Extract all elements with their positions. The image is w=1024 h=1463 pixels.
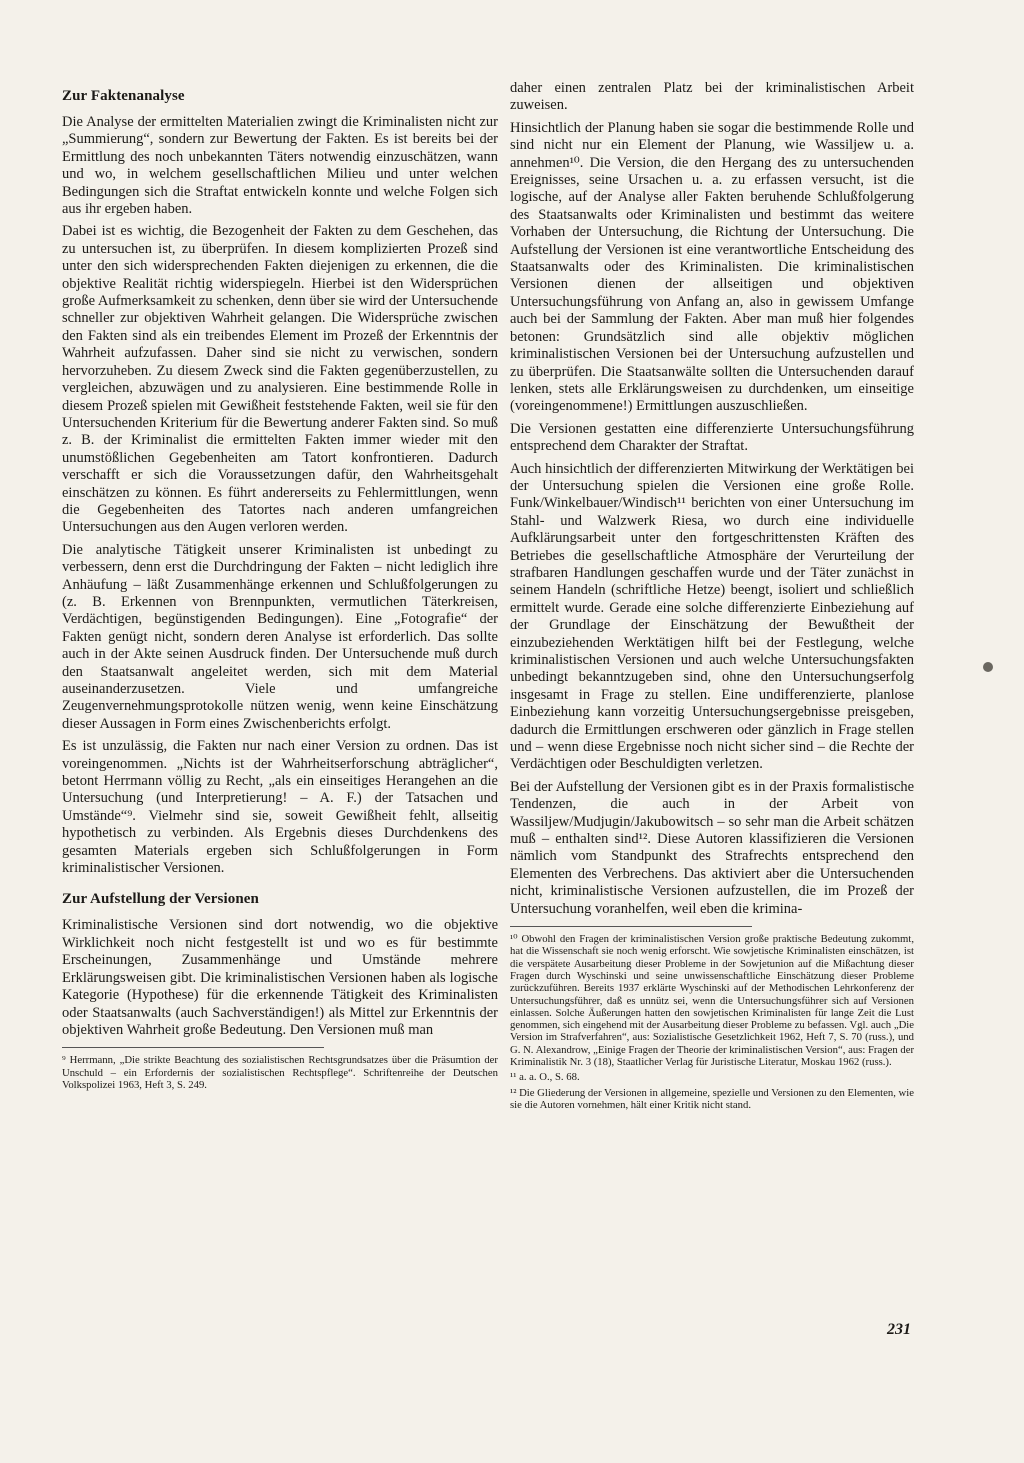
paragraph: Dabei ist es wichtig, die Bezogenheit der Fakten zu dem Geschehen, das zu untersuchen ist, zu überprüfen. In diesem komplizierten Prozeß sind unter den sich widersprechenden Fakten diejenigen zu erkennen, die die objektive Realität richtig widerspiegeln. Hierbei ist den Widersprüchen große Aufmerksamkeit zu schenken, denn über sie wird der Untersuchende schneller zur objektiven Wahrheit gelangen. Die Widersprüche zwischen den Fakten sind als ein treibendes Element im Prozeß der Erkenntnis der Wahrheit aufzufassen. Daher sind sie nicht zu verwischen, sondern hervorzuheben. Zu diesem Zweck sind die Fakten gegenüberzustellen, zu vergleichen, abzuwägen und zu analysieren. Eine bestimmende Rolle in diesem Prozeß spielen mit Gewißheit feststehende Fakten, weil sie für den Untersuchenden Kriterium für die Bewertung anderer Fakten sind. So muß z. B. der Kriminalist die ermittelten Fakten immer wieder mit den unumstößlichen Gegebenheiten am Tatort konfrontieren. Dadurch verschafft er sich die Voraussetzungen dafür, den Wahrheitsgehalt einschätzen zu können. Es führt andererseits zu Fehlermittlungen, wenn die Gegebenheiten des Tatortes nach anderen umfangreichen Untersuchungen aus den Augen verloren werden. — [62, 223, 498, 536]
left-column — [62, 80, 498, 1094]
paragraph: Hinsichtlich der Planung haben sie sogar die bestimmende Rolle und sind nicht nur ein Element der Planung, wie Wassiljew u. a. annehmen¹⁰. Die Version, die den Hergang des zu untersuchenden Ereignisses, seine Ursachen u. a. zu erfassen versucht, ist die logische, auf der Analyse aller Fakten beruhende Schlußfolgerung des Staatsanwalts oder Kriminalisten und bestimmt das weitere Vorhaben der Untersuchung, die Richtung der Untersuchung. Die Aufstellung der Versionen ist eine verantwortliche Entscheidung des Staatsanwalts oder des Kriminalisten. Die kriminalistischen Versionen dienen der allseitigen und objektiven Untersuchungsführung von Anfang an, also in gewissem Umfange auch bei der Sammlung der Fakten. Aber man muß hier folgendes betonen: Grundsätzlich sind alle objektiv möglichen kriminalistischen Versionen bei der Untersuchung aufzustellen und zu überprüfen. Die Staatsanwälte sollten die Untersuchenden darauf lenken, stets alle Erklärungsweisen zu durchdenken, um einseitige (voreingenommene!) Ermittlungen auszuschließen. — [510, 119, 914, 415]
paragraph: Die Versionen gestatten eine differenzierte Untersuchungsführung entsprechend dem Charakter der Straftat. — [510, 420, 914, 455]
scan-spot — [983, 662, 993, 672]
footnote-11: ¹¹ a. a. O., S. 68. — [510, 1071, 580, 1084]
right-column — [510, 80, 914, 1114]
paragraph: Kriminalistische Versionen sind dort notwendig, wo die objektive Wirklichkeit noch nicht festgestellt ist und wo es für bestimmte Erscheinungen, Zusammenhänge und Umstände mehrere Erklärungsweisen gibt. Die kriminalistischen Versionen haben als logische Kategorie (Hypothese) für die erkennende Tätigkeit des Kriminalisten oder Staatsanwalts (auch Sachverständigen!) als Mittel zur Erkenntnis der objektiven Wahrheit große Bedeutung. Den Versionen muß man — [62, 917, 498, 1038]
footnote-divider — [62, 1047, 324, 1048]
footnote-12: ¹² Die Gliederung der Versionen in allgemeine, spezielle und Versionen zu den Elementen, wie sie die Autoren vornehmen, hält einer Kritik nicht stand. — [510, 1086, 914, 1111]
section-heading-faktenanalyse: Zur Faktenanalyse — [62, 88, 185, 104]
paragraph: Die Analyse der ermittelten Materialien zwingt die Kriminalisten nicht zur „Summierung“, sondern zur Bewertung der Fakten. Es ist bereits bei der Ermittlung des noch unbekannten Täters notwendig einzuschätzen, wann und wo, in welchem gesellschaftlichen Milieu und unter welchen Bedingungen sich die Straftat entwickeln konnte und welche Folgen sich aus ihr ergeben haben. — [62, 114, 498, 218]
paragraph: Auch hinsichtlich der differenzierten Mitwirkung der Werktätigen bei der Untersuchung spielen die Versionen eine große Rolle. Funk/Winkelbauer/Windisch¹¹ berichten von einer Untersuchung im Stahl- und Walzwerk Riesa, wo durch eine individuelle Aufklärungsarbeit unter den fortgeschrittensten Kräften des Betriebes die gesellschaftliche Atmosphäre der Verurteilung der strafbaren Handlungen geschaffen wurde und der Täter zunächst in seinem Handeln (schriftliche Hetze) beengt, isoliert und schließlich ermittelt wurde. Gerade eine solche differenzierte Einbeziehung auf der Grundlage der Einschätzung der Bewußtheit der einzubeziehenden Werktätigen hilft bei der Festlegung, welche kriminalistischen Versionen und auch welche Untersuchungsfakten unbedingt bekanntzugeben sind, ohne den Untersuchungserfolg insgesamt in Frage zu stellen. Eine undifferenzierte, planlose Einbeziehung kann vorzeitig Untersuchungsergebnisse preisgeben, dadurch die Ermittlungen erschweren oder gänzlich in Frage stellen und – wenn diese Ergebnisse noch nicht sicher sind – die Rechte der Verdächtigen oder Beschuldigten verletzen. — [510, 460, 914, 773]
footnote-10: ¹⁰ Obwohl den Fragen der kriminalistischen Version große praktische Bedeutung zukommt, hat die Wissenschaft sie noch wenig erforscht. Wie sowjetische Kriminalisten einschätzen, ist die verspätete Ausarbeitung dieser Probleme in der Sowjetunion auf die Mißachtung dieser Fragen durch Wyschinski und seine unwissenschaftliche Einschätzung dieser Probleme zurückzuführen. Bereits 1937 erklärte Wyschinski auf der Methodischen Lehrkonferenz der Untersuchungsführer, daß es unnütz sei, wenn die Untersuchungsführer sich auf Versionen einlassen. Solche Äußerungen hatten den sowjetischen Kriminalisten für lange Zeit die Lust genommen, sich eingehend mit der Ausarbeitung dieser Probleme zu befassen. Vgl. auch „Die Version im Strafverfahren“, aus: Sozialistische Gesetzlichkeit 1962, Heft 7, S. 70 (russ.), und G. N. Alexandrow, „Einige Fragen der Theorie der kriminalistischen Version“, aus: Fragen der Kriminalistik Nr. 3 (18), Staatlicher Verlag für Juristische Literatur, Moskau 1962 (russ.). — [510, 933, 914, 1069]
page-number: 231 — [887, 1321, 911, 1338]
footnote-9: ⁹ Herrmann, „Die strikte Beachtung des sozialistischen Rechtsgrundsatzes über die Präsumtion der Unschuld – ein Erfordernis der sozialistischen Rechtspflege“. Schriftenreihe der Deutschen Volkspolizei 1963, Heft 3, S. 249. — [62, 1054, 498, 1091]
paragraph: daher einen zentralen Platz bei der kriminalistischen Arbeit zuweisen. — [510, 80, 914, 114]
footnote-divider — [510, 926, 752, 927]
paragraph: Die analytische Tätigkeit unserer Kriminalisten ist unbedingt zu verbessern, denn erst die Durchdringung der Fakten – nicht lediglich ihre Anhäufung – läßt Zusammenhänge erkennen und Schlußfolgerungen zu (z. B. Erkennen von Brennpunkten, vermutlichen Täterkreisen, Verdächtigen, begünstigenden Bedingungen). Eine „Fotografie“ der Fakten genügt nicht, sondern deren Analyse ist erforderlich. Das sollte auch in der Akte seinen Ausdruck finden. Der Untersuchende muß durch den Staatsanwalt angeleitet werden, sich mit dem Material auseinanderzusetzen. Viele und umfangreiche Zeugenvernehmungsprotokolle nützen wenig, wenn keine Einschätzung dieser Aussagen in Form eines Zwischenberichts erfolgt. — [62, 541, 498, 732]
section-heading-versionen: Zur Aufstellung der Versionen — [62, 891, 259, 908]
paragraph: Bei der Aufstellung der Versionen gibt es in der Praxis formalistische Tendenzen, die auch in der Arbeit von Wassiljew/Mudjugin/Jakubowitsch – so sehr man die Arbeit schätzen muß – enthalten sind¹². Diese Autoren klassifizieren die Versionen nämlich vom Standpunkt des Strafrechts entsprechend den Elementen des Verbrechens. Das aktiviert aber die Untersuchenden nicht, kriminalistische Versionen aufzustellen, die im Prozeß der Untersuchung voranhelfen, weil eben die krimina- — [510, 778, 914, 917]
paragraph: Es ist unzulässig, die Fakten nur nach einer Version zu ordnen. Das ist voreingenommen. „Nichts ist der Wahrheitserforschung abträglicher“, betont Herrmann völlig zu Recht, „als ein einseitiges Herangehen an die Untersuchung (und Interpretierung! – A. F.) der Tatsachen und Umstände“⁹. Vielmehr sind sie, soweit Gewißheit fehlt, allseitig hypothetisch zu verbinden. Als Ergebnis dieses Durchdenkens des gesamten Materials ergeben sich Schlußfolgerungen in Form kriminalistischer Versionen. — [62, 738, 498, 877]
